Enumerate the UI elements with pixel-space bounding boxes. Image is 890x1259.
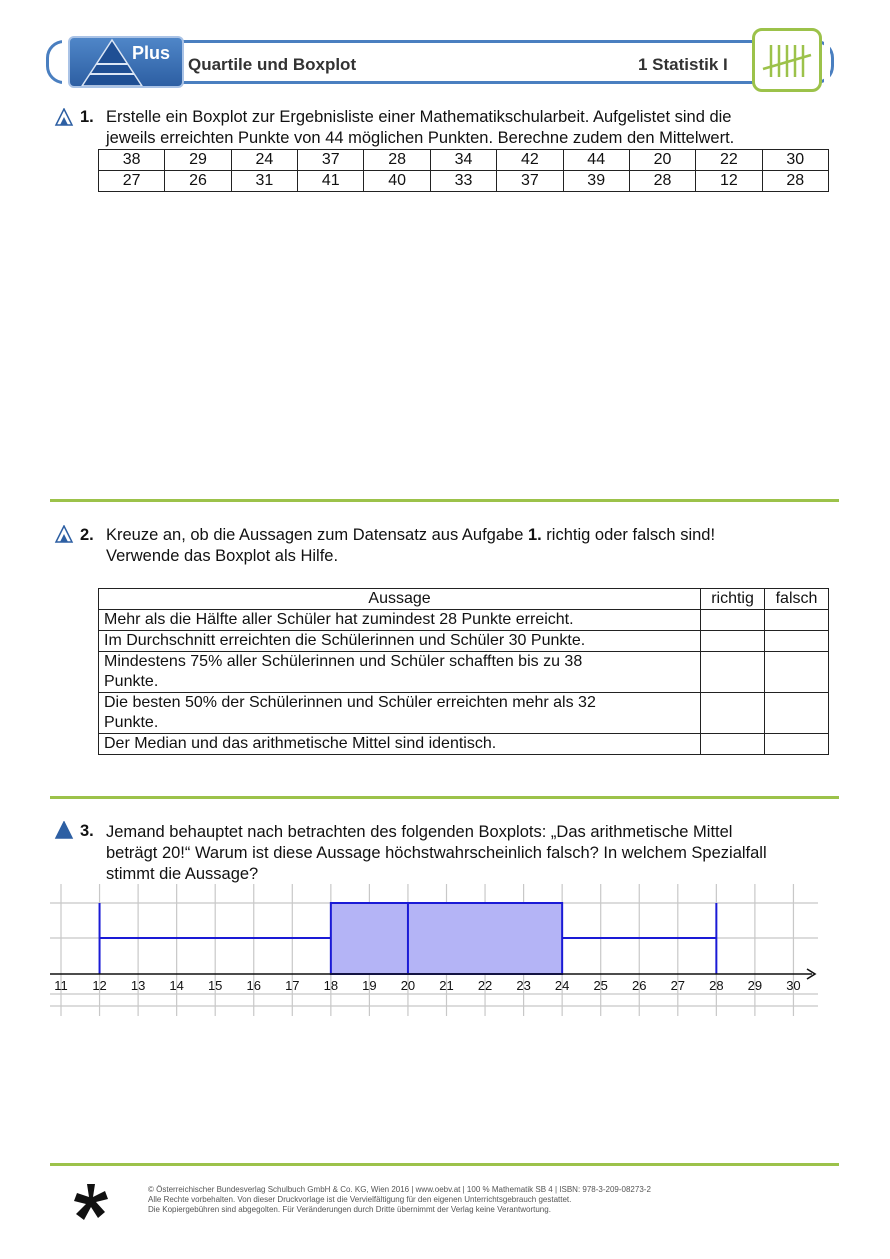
table-row	[99, 610, 829, 631]
table-cell: 33	[430, 171, 496, 192]
tick-label: 28	[709, 978, 724, 993]
table-cell: 29	[165, 150, 231, 171]
tick-label: 27	[670, 978, 686, 993]
points-table	[98, 149, 829, 192]
column-header-false: falsch	[765, 589, 829, 610]
publisher-logo	[68, 36, 184, 88]
tick-label: 29	[747, 978, 763, 993]
tick-label: 14	[169, 978, 184, 993]
statement-text: Der Median und das arithmetische Mittel sind identisch.	[99, 734, 701, 755]
section-divider	[50, 499, 839, 502]
checkbox-true[interactable]	[701, 631, 765, 652]
tick-label: 25	[593, 978, 608, 993]
task-text-line	[106, 525, 715, 546]
table-cell: 39	[563, 171, 629, 192]
checkbox-false[interactable]	[765, 734, 829, 755]
table-cell: 22	[696, 150, 762, 171]
task-text-line: Jemand behauptet nach betrachten des folgenden Boxplots: „Das arithmetische Mittel	[106, 823, 733, 841]
tick-label: 21	[439, 978, 454, 993]
statement-text	[99, 693, 701, 734]
tick-label: 16	[246, 978, 261, 993]
footer-line: Die Kopiergebühren sind abgegolten. Für Veränderungen durch Dritte übernimmt der Verlag keine Verantwortung.	[148, 1205, 551, 1214]
statement-line: Die besten 50% der Schülerinnen und Schüler erreichten mehr als 32	[104, 694, 596, 711]
statement-line: Mindestens 75% aller Schülerinnen und Schüler schafften bis zu 38	[104, 653, 583, 670]
tick-label: 15	[207, 978, 223, 993]
statement-text: Im Durchschnitt erreichten die Schülerinnen und Schüler 30 Punkte.	[99, 631, 701, 652]
statements-table	[98, 588, 829, 755]
task-text-line: beträgt 20!“ Warum ist diese Aussage höchstwahrscheinlich falsch? In welchem Spezialfall	[106, 844, 767, 862]
checkbox-false[interactable]	[765, 652, 829, 693]
task-text-line: jeweils erreichten Punkte von 44 möglichen Punkten. Berechne zudem den Mittelwert.	[106, 129, 735, 147]
tick-label: 11	[54, 978, 68, 993]
header-frame-gap	[824, 36, 830, 92]
tick-label: 22	[477, 978, 493, 993]
table-cell: 44	[563, 150, 629, 171]
tick-label: 24	[554, 978, 570, 993]
task-number: 3.	[80, 822, 94, 840]
table-cell: 34	[430, 150, 496, 171]
checkbox-true[interactable]	[701, 693, 765, 734]
logo-text: Plus	[131, 43, 170, 63]
page-title: Quartile und Boxplot	[188, 55, 357, 74]
column-header-true: richtig	[701, 589, 765, 610]
tally-marks-logo	[752, 28, 822, 92]
table-cell: 37	[298, 150, 364, 171]
table-cell: 28	[762, 171, 828, 192]
checkbox-false[interactable]	[765, 610, 829, 631]
table-cell: 38	[99, 150, 165, 171]
tick-label: 23	[516, 978, 531, 993]
task-text-line: Verwende das Boxplot als Hilfe.	[106, 547, 339, 565]
checkbox-true[interactable]	[701, 652, 765, 693]
table-row	[99, 171, 829, 192]
task-number: 2.	[80, 526, 94, 544]
task-text-part: Kreuze an, ob die Aussagen zum Datensatz aus Aufgabe	[106, 526, 528, 544]
tick-label: 13	[130, 978, 146, 993]
tick-label: 30	[786, 978, 801, 993]
checkbox-true[interactable]	[701, 610, 765, 631]
table-cell: 26	[165, 171, 231, 192]
table-row	[99, 652, 829, 693]
task-text-part: richtig oder falsch sind!	[541, 526, 716, 544]
table-cell: 28	[364, 150, 430, 171]
difficulty-pyramid-icon	[54, 821, 74, 839]
copyright-notice	[148, 1185, 651, 1215]
table-cell: 42	[497, 150, 563, 171]
task-number: 1.	[80, 108, 94, 126]
table-cell: 41	[298, 171, 364, 192]
column-header-statement: Aussage	[99, 589, 701, 610]
difficulty-pyramid-icon	[54, 108, 74, 126]
statement-line: Punkte.	[104, 673, 159, 690]
table-cell: 40	[364, 171, 430, 192]
difficulty-pyramid-icon	[54, 525, 74, 543]
table-row	[99, 150, 829, 171]
chapter-label: 1 Statistik I	[638, 55, 728, 74]
table-cell: 37	[497, 171, 563, 192]
task-text-line: Erstelle ein Boxplot zur Ergebnisliste einer Mathematikschularbeit. Aufgelistet sind die	[106, 108, 732, 126]
tick-label: 12	[92, 978, 107, 993]
table-cell: 27	[99, 171, 165, 192]
statement-text	[99, 652, 701, 693]
statement-line: Punkte.	[104, 714, 159, 731]
boxplot-chart	[0, 878, 890, 1020]
table-cell: 28	[629, 171, 695, 192]
section-divider	[50, 796, 839, 799]
table-row	[99, 693, 829, 734]
table-row	[99, 631, 829, 652]
table-cell: 30	[762, 150, 828, 171]
checkbox-false[interactable]	[765, 693, 829, 734]
task-text-line: stimmt die Aussage?	[106, 865, 259, 883]
box	[331, 903, 562, 974]
table-cell: 24	[231, 150, 297, 171]
section-divider	[50, 1163, 839, 1166]
tick-label: 20	[400, 978, 416, 993]
task-reference: 1.	[527, 526, 542, 544]
tick-label: 18	[323, 978, 339, 993]
table-cell: 12	[696, 171, 762, 192]
footer-line: © Österreichischer Bundesverlag Schulbuch GmbH & Co. KG, Wien 2016 | www.oebv.at | 100 % Mathematik SB 4 | ISBN: 978-3-209-08273-2	[148, 1185, 651, 1194]
table-header-row	[99, 589, 829, 610]
statement-text: Mehr als die Hälfte aller Schüler hat zumindest 28 Punkte erreicht.	[99, 610, 701, 631]
publisher-asterisk-icon	[72, 1182, 110, 1222]
checkbox-true[interactable]	[701, 734, 765, 755]
tick-label: 26	[632, 978, 647, 993]
tick-label: 17	[285, 978, 300, 993]
tick-label: 19	[362, 978, 377, 993]
table-cell: 31	[231, 171, 297, 192]
tally-marks-icon	[755, 31, 819, 89]
table-cell: 20	[629, 150, 695, 171]
footer-line: Alle Rechte vorbehalten. Von dieser Druckvorlage ist die Vervielfältigung für den eigenen Unterrichtsgebrauch gestattet.	[148, 1195, 572, 1204]
table-row	[99, 734, 829, 755]
checkbox-false[interactable]	[765, 631, 829, 652]
